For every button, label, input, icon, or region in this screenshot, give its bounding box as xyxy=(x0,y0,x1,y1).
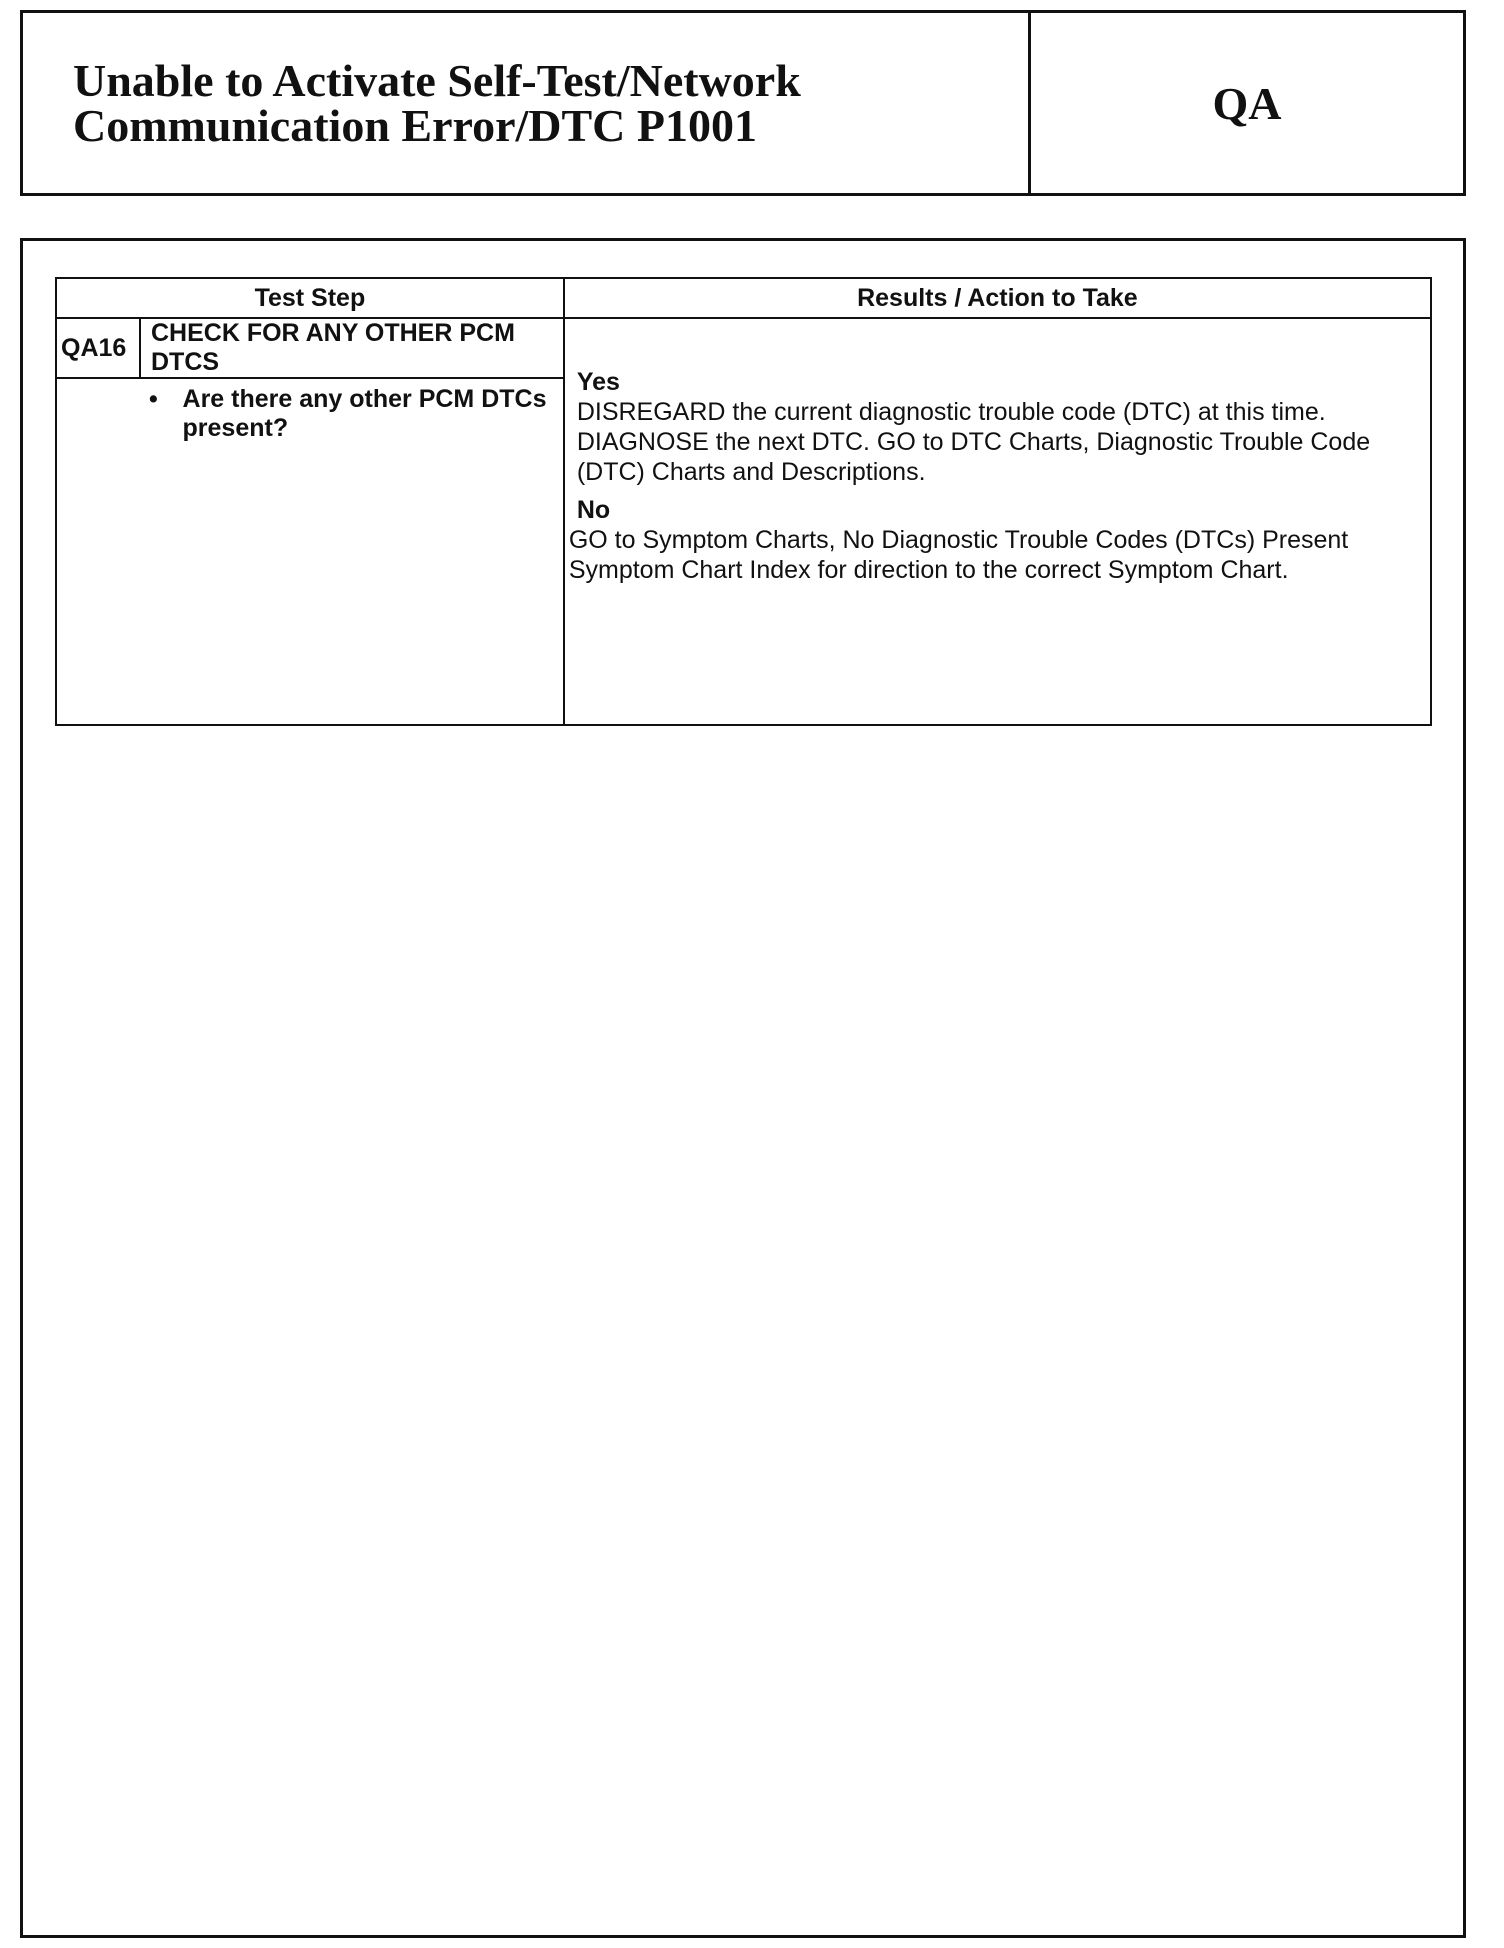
results-cell xyxy=(564,318,1431,725)
step-title: CHECK FOR ANY OTHER PCM DTCS xyxy=(140,318,564,378)
table-header-row xyxy=(56,278,1431,318)
result-yes-text: DISREGARD the current diagnostic trouble code (DTC) at this time. DIAGNOSE the next DTC. GO to DTC Charts, Diagnostic Trouble Code (DTC) Charts and Descriptions. xyxy=(576,398,1371,486)
step-question-text: Are there any other PCM DTCs present? xyxy=(182,385,547,442)
header-code-cell xyxy=(1031,13,1463,193)
content-frame xyxy=(20,238,1466,1938)
result-yes-label: Yes xyxy=(576,368,620,396)
section-code: QA xyxy=(1212,77,1282,129)
bullet-icon: • xyxy=(149,385,158,413)
header-title-cell xyxy=(23,13,1031,193)
column-header-test-step: Test Step xyxy=(56,278,564,318)
column-header-results: Results / Action to Take xyxy=(564,278,1431,318)
step-id: QA16 xyxy=(56,318,140,378)
result-no xyxy=(565,487,1430,585)
page-title xyxy=(73,55,801,151)
page-header xyxy=(20,10,1466,196)
step-body xyxy=(56,378,564,725)
step-question xyxy=(57,379,563,443)
result-no-text: GO to Symptom Charts, No Diagnostic Trouble Codes (DTCs) Present Symptom Chart Index for direction to the correct Symptom Chart. xyxy=(568,526,1349,584)
page-title-line-1: Unable to Activate Self-Test/Network xyxy=(73,55,801,106)
page-title-line-2: Communication Error/DTC P1001 xyxy=(73,100,758,151)
result-yes xyxy=(565,319,1430,487)
result-no-label: No xyxy=(576,496,611,524)
step-title-row xyxy=(56,318,1431,378)
test-step-table xyxy=(55,277,1432,726)
